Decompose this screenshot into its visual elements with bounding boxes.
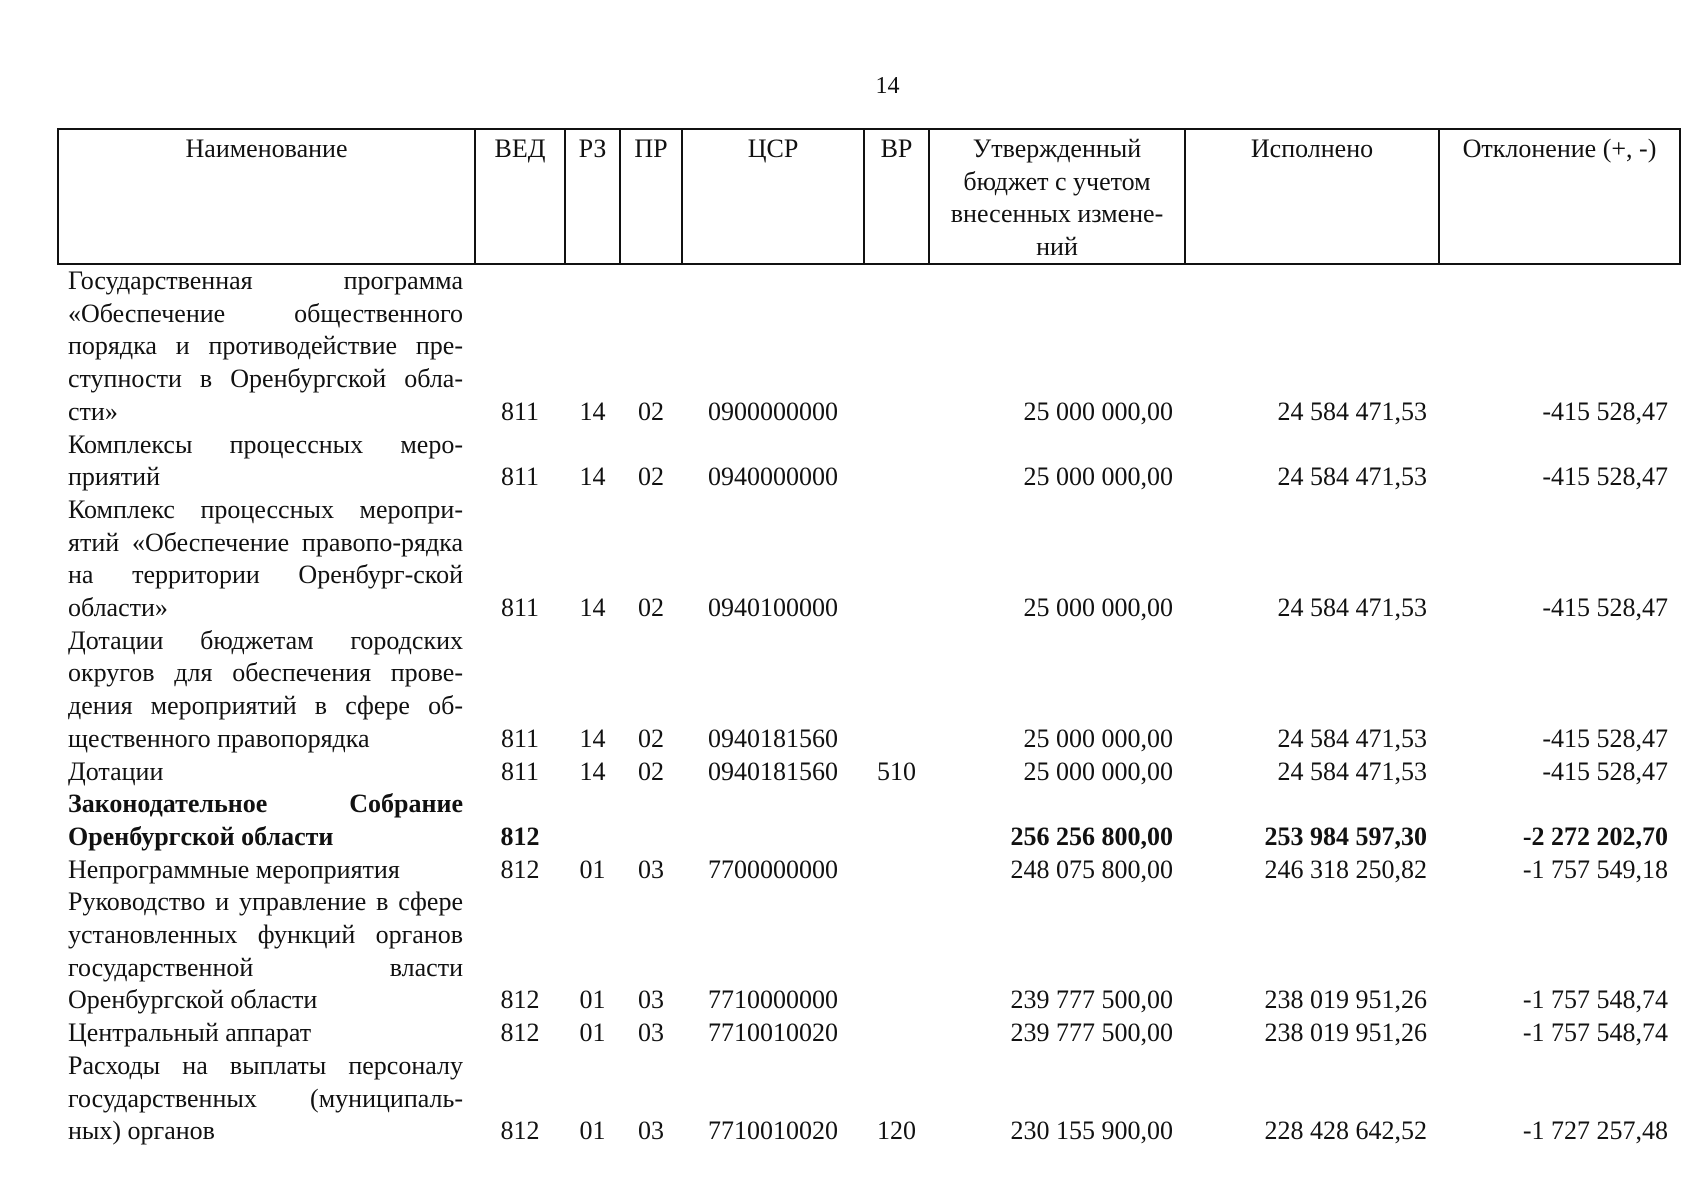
- cell-approved: 25 000 000,00: [1023, 723, 1173, 753]
- cell-rz: 01: [579, 1018, 606, 1048]
- header-deviation: Отклонение (+, -): [1439, 129, 1680, 264]
- cell-approved: 25 000 000,00: [1023, 396, 1173, 426]
- cell-name: Комплексы процессных меро-приятий: [68, 429, 463, 492]
- cell-deviation: -415 528,47: [1542, 723, 1668, 753]
- cell-pr: 02: [638, 396, 664, 426]
- cell-pr: 03: [638, 1018, 664, 1048]
- cell-approved: 239 777 500,00: [1010, 1018, 1173, 1048]
- cell-rz: 01: [579, 985, 606, 1015]
- cell-rz: 14: [579, 593, 606, 623]
- cell-rz: 01: [579, 1116, 606, 1146]
- cell-vr: [864, 625, 929, 756]
- table-row: [58, 429, 1680, 494]
- cell-vr: [864, 886, 929, 1017]
- cell-csr: 7710000000: [708, 985, 838, 1015]
- table-row: [58, 788, 1680, 853]
- cell-ved: 812: [500, 985, 540, 1015]
- cell-executed: 24 584 471,53: [1277, 462, 1427, 492]
- cell-approved: 25 000 000,00: [1023, 756, 1173, 786]
- table-row: [58, 264, 1680, 429]
- cell-name: Государственная программа «Обеспечение общественного порядка и противодействие пре-ступности в Оренбургской обла-сти»: [68, 266, 463, 426]
- cell-csr: 7700000000: [708, 854, 838, 884]
- cell-csr: 0900000000: [708, 396, 838, 426]
- cell-pr: 02: [638, 756, 664, 786]
- cell-name: Расходы на выплаты персоналу государственных (муниципаль-ных) органов: [68, 1050, 463, 1146]
- page-number: 14: [875, 73, 900, 99]
- cell-name: Центральный аппарат: [68, 1018, 312, 1048]
- cell-executed: 24 584 471,53: [1277, 593, 1427, 623]
- cell-pr: 03: [638, 854, 664, 884]
- cell-vr: [864, 854, 929, 887]
- cell-ved: 812: [500, 1018, 540, 1048]
- cell-rz: 14: [579, 462, 606, 492]
- cell-ved: 811: [500, 756, 540, 786]
- cell-name: Непрограммные мероприятия: [68, 854, 400, 884]
- cell-deviation: -415 528,47: [1542, 756, 1668, 786]
- cell-ved: 812: [500, 854, 540, 884]
- cell-deviation: -415 528,47: [1542, 462, 1668, 492]
- cell-approved: 25 000 000,00: [1023, 593, 1173, 623]
- cell-rz: 14: [579, 756, 606, 786]
- cell-name: Дотации бюджетам городских округов для обеспечения прове-дения мероприятий в сфере об-щественного правопорядка: [68, 625, 463, 753]
- header-ved: ВЕД: [475, 129, 565, 264]
- cell-ved: 811: [500, 396, 540, 426]
- table-header-row: [58, 129, 1680, 264]
- cell-deviation: -1 757 549,18: [1522, 854, 1668, 884]
- cell-vr: 120: [877, 1116, 916, 1146]
- budget-execution-table: [57, 128, 1681, 1148]
- cell-ved: 811: [500, 593, 540, 623]
- cell-vr: [864, 264, 929, 429]
- cell-pr: [620, 788, 682, 853]
- cell-name: Дотации: [68, 756, 164, 786]
- table-row: [58, 886, 1680, 1017]
- cell-csr: 7710010020: [708, 1018, 838, 1048]
- table-row: [58, 854, 1680, 887]
- cell-pr: 02: [638, 723, 664, 753]
- cell-approved: 256 256 800,00: [1010, 821, 1173, 851]
- cell-pr: 03: [638, 985, 664, 1015]
- cell-csr: 0940100000: [708, 593, 838, 623]
- header-rz: РЗ: [565, 129, 620, 264]
- header-vr: ВР: [864, 129, 929, 264]
- cell-vr: [864, 788, 929, 853]
- cell-approved: 248 075 800,00: [1010, 854, 1173, 884]
- cell-ved: 812: [500, 821, 540, 851]
- cell-ved: 812: [500, 1116, 540, 1146]
- cell-csr: 0940181560: [708, 723, 838, 753]
- cell-executed: 24 584 471,53: [1277, 756, 1427, 786]
- cell-rz: [565, 788, 620, 853]
- table-row: [58, 625, 1680, 756]
- header-name: Наименование: [58, 129, 475, 264]
- table-row: [58, 1050, 1680, 1148]
- cell-rz: 14: [579, 396, 606, 426]
- cell-ved: 811: [500, 462, 540, 492]
- table-row: [58, 494, 1680, 625]
- cell-pr: 02: [638, 593, 664, 623]
- cell-vr: [864, 1017, 929, 1050]
- cell-executed: 253 984 597,30: [1264, 821, 1427, 851]
- cell-executed: 228 428 642,52: [1264, 1116, 1427, 1146]
- header-pr: ПР: [620, 129, 682, 264]
- cell-rz: 14: [579, 723, 606, 753]
- cell-csr: 0940000000: [708, 462, 838, 492]
- cell-name: Законодательное Собрание Оренбургской области: [68, 789, 463, 851]
- cell-vr: 510: [877, 756, 916, 786]
- cell-ved: 811: [500, 723, 540, 753]
- cell-deviation: -1 757 548,74: [1522, 1018, 1668, 1048]
- cell-pr: 02: [638, 462, 664, 492]
- cell-executed: 246 318 250,82: [1264, 854, 1427, 884]
- cell-deviation: -2 272 202,70: [1522, 821, 1668, 851]
- cell-vr: [864, 429, 929, 494]
- cell-executed: 238 019 951,26: [1264, 1018, 1427, 1048]
- cell-pr: 03: [638, 1116, 664, 1146]
- cell-approved: 230 155 900,00: [1010, 1116, 1173, 1146]
- cell-deviation: -1 757 548,74: [1522, 985, 1668, 1015]
- header-csr: ЦСР: [682, 129, 864, 264]
- header-approved-budget: Утвержденный бюджет с учетом внесенных измене-ний: [929, 129, 1185, 264]
- cell-deviation: -1 727 257,48: [1522, 1116, 1668, 1146]
- header-executed: Исполнено: [1185, 129, 1439, 264]
- cell-name: Комплекс процессных меропри-ятий «Обеспечение правопо-рядка на территории Оренбург-ской области»: [68, 494, 463, 623]
- cell-deviation: -415 528,47: [1542, 593, 1668, 623]
- cell-deviation: -415 528,47: [1542, 396, 1668, 426]
- cell-executed: 24 584 471,53: [1277, 723, 1427, 753]
- cell-executed: 238 019 951,26: [1264, 985, 1427, 1015]
- table-row: [58, 1017, 1680, 1050]
- cell-approved: 239 777 500,00: [1010, 985, 1173, 1015]
- cell-name: Руководство и управление в сфере установленных функций органов государственной власти Оренбургской области: [68, 887, 463, 1015]
- cell-executed: 24 584 471,53: [1277, 396, 1427, 426]
- cell-csr: 7710010020: [708, 1116, 838, 1146]
- cell-vr: [864, 494, 929, 625]
- cell-approved: 25 000 000,00: [1023, 462, 1173, 492]
- cell-rz: 01: [579, 854, 606, 884]
- cell-csr: [682, 788, 864, 853]
- cell-csr: 0940181560: [708, 756, 838, 786]
- table-row: [58, 756, 1680, 789]
